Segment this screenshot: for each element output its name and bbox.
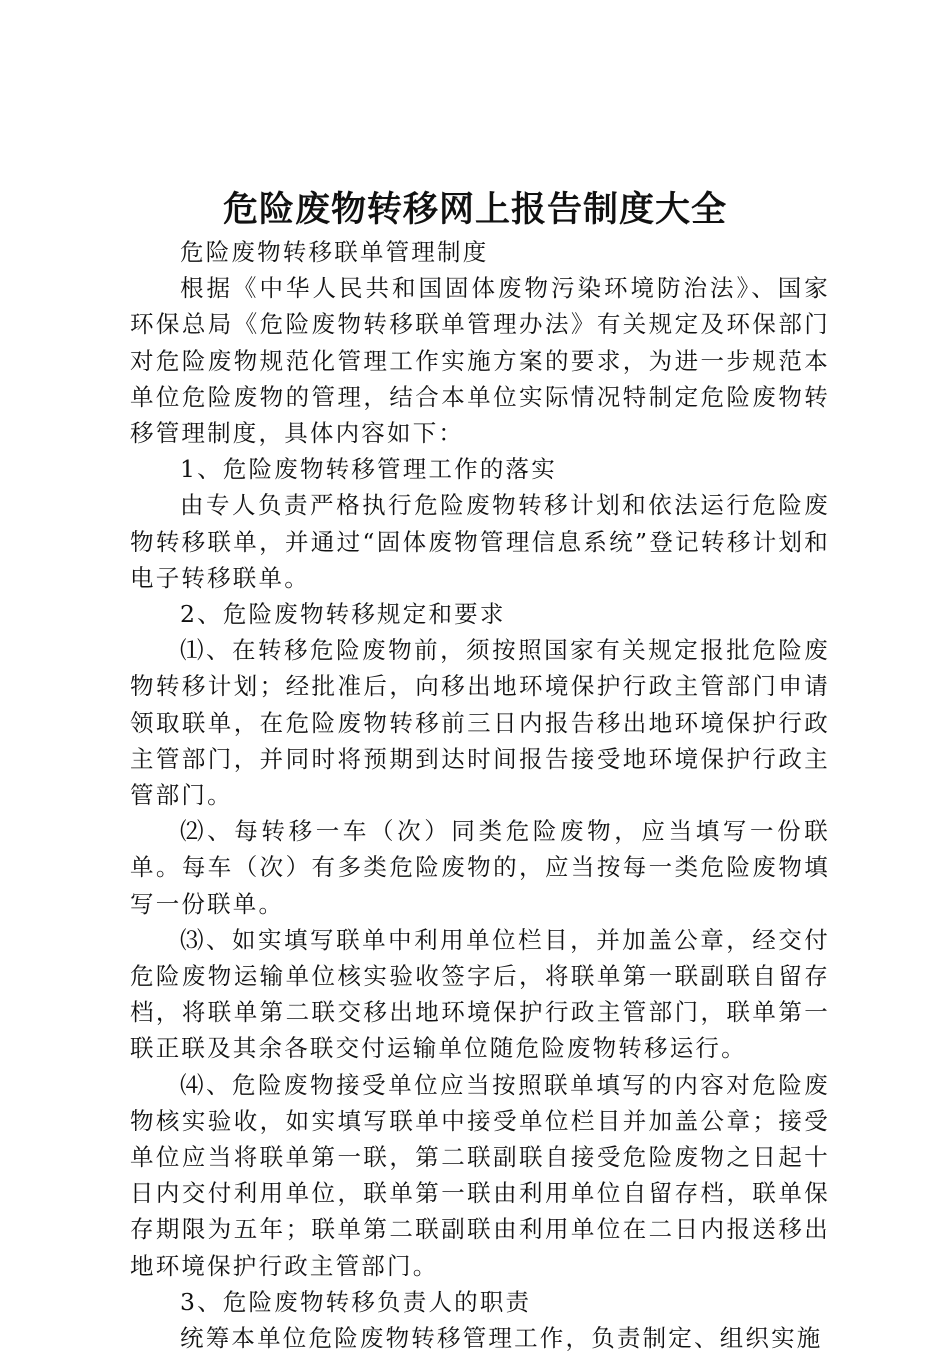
section-heading: 危险废物转移联单管理制度 [180,238,489,266]
section-heading: 1、危险废物转移管理工作的落实 [180,455,557,484]
body-paragraph: ⑵、每转移一车（次）同类危险废物，应当填写一份联单。每车（次）有多类危险废物的，应当按每一类危险废物填写一份联单。 [130,817,830,918]
body-paragraph: ⑴、在转移危险废物前，须按照国家有关规定报批危险废物转移计划；经批准后，向移出地环境保护行政主管部门申请领取联单，在危险废物转移前三日内报告移出地环境保护行政主管部门，并同时将预期到达时间报告接受地环境保护行政主管部门。 [130,636,830,810]
body-paragraph: ⑷、危险废物接受单位应当按照联单填写的内容对危险废物核实验收，如实填写联单中接受单位栏目并加盖公章；接受单位应当将联单第一联，第二联副联自接受危险废物之日起十日内交付利用单位，联单第一联由利用单位自留存档，联单保存期限为五年；联单第二联副联由利用单位在二日内报送移出地环境保护行政主管部门。 [130,1070,830,1280]
body-paragraph: ⑶、如实填写联单中利用单位栏目，并加盖公章，经交付危险废物运输单位核实验收签字后，将联单第一联副联自留存档，将联单第二联交移出地环境保护行政主管部门，联单第一联正联及其余各联交付运输单位随危险废物转移运行。 [130,925,830,1063]
section-heading: 3、危险废物转移负责人的职责 [180,1287,532,1316]
section-heading: 2、危险废物转移规定和要求 [180,600,506,629]
body-paragraph: 由专人负责严格执行危险废物转移计划和依法运行危险废物转移联单，并通过“固体废物管理信息系统”登记转移计划和电子转移联单。 [130,491,830,592]
document-body [130,234,830,1356]
document-title: 危险废物转移网上报告制度大全 [222,190,727,230]
body-paragraph: 根据《中华人民共和国固体废物污染环境防治法》、国家环保总局《危险废物转移联单管理办法》有关规定及环保部门对危险废物规范化管理工作实施方案的要求，为进一步规范本单位危险废物的管理，结合本单位实际情况特制定危险废物转移管理制度，具体内容如下： [130,274,830,448]
body-paragraph: 统筹本单位危险废物转移管理工作，负责制定、组织实施 [180,1324,823,1353]
